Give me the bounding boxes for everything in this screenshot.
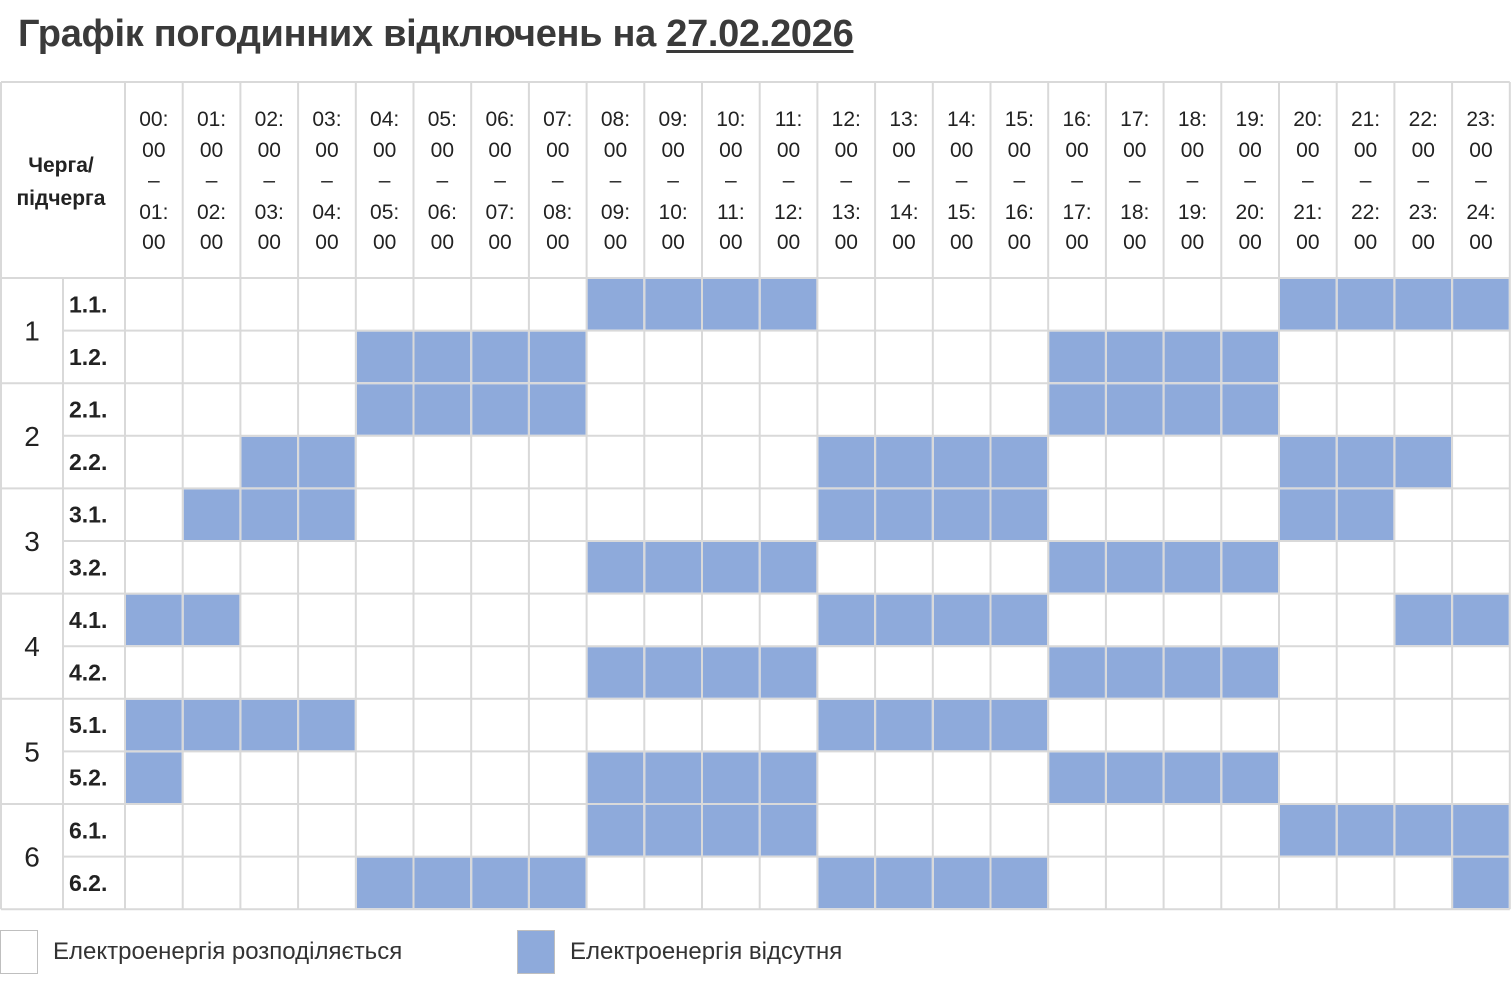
hour-header-label: 09:: [600, 201, 631, 224]
title-prefix: Графік погодинних відключень на: [18, 13, 656, 55]
hour-header-label: 00: [1238, 139, 1262, 162]
hour-header-label: 00: [1353, 139, 1378, 162]
hour-header-label: 02:: [196, 201, 227, 224]
hour-header-label: –: [840, 169, 853, 192]
outage-cell: [1453, 595, 1509, 646]
outage-cell: [992, 858, 1048, 909]
outage-cell: [761, 805, 817, 856]
hour-header-label: –: [494, 169, 506, 192]
outage-cell: [934, 489, 990, 540]
outage-cell: [761, 752, 817, 803]
hour-header-label: 04:: [370, 108, 400, 131]
hour-header-label: 00: [892, 231, 916, 254]
outage-cell: [876, 700, 932, 751]
hour-header-label: 00: [1180, 231, 1205, 254]
outage-cell: [992, 595, 1048, 646]
subqueue-label: 2.2.: [69, 449, 108, 476]
hour-header-label: 00: [1296, 139, 1320, 162]
outage-cell: [241, 437, 297, 488]
hour-header-label: –: [1417, 169, 1430, 192]
legend-swatch-power-on: [0, 930, 38, 974]
legend-label-power-on: Електроенергія розподіляється: [53, 938, 403, 965]
hour-header-label: 00: [372, 139, 397, 162]
outage-cell: [934, 437, 990, 488]
hour-header-label: –: [148, 169, 160, 192]
title-date: 27.02.2026: [666, 13, 854, 55]
outage-cell: [126, 700, 182, 751]
hour-header-label: 22:: [1350, 201, 1381, 224]
hour-header-label: –: [1186, 169, 1199, 192]
subqueue-label: 6.1.: [69, 817, 108, 844]
hour-header-label: 00: [199, 139, 224, 162]
hour-header-label: 04:: [312, 201, 342, 224]
hour-header-label: 07:: [543, 108, 573, 131]
hour-header-label: 00: [546, 139, 570, 162]
outage-cell: [1107, 384, 1163, 435]
hour-header-label: –: [1244, 169, 1256, 192]
hour-header-label: –: [378, 169, 391, 192]
hour-header-label: 00: [719, 139, 743, 162]
outage-cell: [588, 805, 644, 856]
outage-cell: [645, 279, 701, 330]
outage-cell: [1049, 384, 1105, 435]
page-title: [18, 6, 853, 62]
hour-header-label: 00: [1353, 231, 1378, 254]
outage-cell: [1165, 752, 1221, 803]
hour-header-label: 00: [834, 231, 858, 254]
hour-header-label: 00: [257, 231, 281, 254]
hour-header-label: 00: [488, 139, 512, 162]
hour-header-label: –: [551, 169, 564, 192]
outage-cell: [1453, 858, 1509, 909]
hour-header-label: –: [1359, 169, 1372, 192]
hour-header-label: 00: [315, 231, 339, 254]
hour-header-label: –: [725, 169, 737, 192]
queue-label: 3: [24, 526, 40, 557]
hour-header-label: 24:: [1466, 201, 1496, 224]
outage-cell: [1165, 542, 1221, 593]
hour-header-label: –: [1475, 169, 1487, 192]
hour-header-label: –: [321, 169, 333, 192]
hour-header-label: 00: [1123, 139, 1147, 162]
subqueue-label: 3.1.: [69, 501, 108, 528]
outage-cell: [1338, 437, 1394, 488]
hour-header-label: 01:: [196, 108, 227, 131]
hour-header-label: 00: [142, 231, 166, 254]
outage-cell: [1107, 332, 1163, 383]
outage-cell: [1222, 384, 1278, 435]
hour-header-label: –: [1302, 169, 1314, 192]
outage-cell: [1165, 647, 1221, 698]
outage-cell: [703, 805, 759, 856]
outage-cell: [299, 700, 355, 751]
queue-label: 6: [24, 841, 40, 873]
hour-header-label: 00: [1469, 139, 1493, 162]
hour-header-label: 00:: [139, 108, 169, 131]
hour-header-label: 00: [603, 231, 628, 254]
hour-header-label: 21:: [1293, 201, 1323, 224]
hour-header-label: 06:: [485, 108, 515, 131]
outage-cell: [126, 595, 182, 646]
hour-header-label: 00: [1469, 231, 1493, 254]
hour-header-label: 00: [776, 231, 801, 254]
outage-cell: [645, 805, 701, 856]
hour-header-label: 00: [603, 139, 628, 162]
outage-cell: [1395, 437, 1451, 488]
subqueue-label: 4.2.: [69, 659, 108, 686]
hour-header-label: –: [1128, 169, 1141, 192]
outage-cell: [415, 332, 471, 383]
hour-header-label: –: [667, 169, 679, 192]
outage-cell: [299, 437, 355, 488]
hour-header-label: 18:: [1120, 201, 1150, 224]
hour-header-label: 00: [776, 139, 801, 162]
outage-cell: [472, 332, 528, 383]
outage-cell: [184, 489, 240, 540]
subqueue-label: 4.1.: [69, 606, 108, 633]
outage-cell: [1395, 595, 1451, 646]
outage-cell: [1280, 279, 1336, 330]
outage-cell: [761, 542, 817, 593]
outage-cell: [241, 489, 297, 540]
outage-cell: [876, 489, 932, 540]
hour-header-label: 00: [257, 139, 281, 162]
outage-cell: [241, 700, 297, 751]
hour-header-label: 15:: [947, 201, 977, 224]
hour-header-label: –: [436, 169, 449, 192]
outage-cell: [1222, 332, 1278, 383]
outage-cell: [588, 542, 644, 593]
outage-cell: [588, 279, 644, 330]
queue-label: 2: [24, 420, 40, 452]
hour-header-label: 05:: [427, 108, 457, 131]
outage-cell: [1280, 437, 1336, 488]
outage-cell: [645, 542, 701, 593]
subqueue-label: 6.2.: [69, 869, 108, 896]
hour-header-label: 00: [1065, 231, 1089, 254]
hour-header-label: 00: [949, 139, 974, 162]
outage-cell: [992, 437, 1048, 488]
outage-cell: [1338, 805, 1394, 856]
hour-header-label: 12:: [831, 108, 861, 131]
outage-cell: [1049, 752, 1105, 803]
hour-header-label: 18:: [1177, 108, 1208, 131]
hour-header-label: 00: [1238, 231, 1262, 254]
hour-header-label: 00: [372, 231, 397, 254]
legend-swatch-power-off: [517, 930, 555, 974]
hour-header-label: 21:: [1350, 108, 1381, 131]
hour-header-label: 09:: [658, 108, 688, 131]
hour-header-label: 00: [834, 139, 858, 162]
outage-cell: [1453, 805, 1509, 856]
legend-label-power-off: Електроенергія відсутня: [570, 938, 843, 965]
outage-cell: [645, 647, 701, 698]
subqueue-label: 5.1.: [69, 712, 108, 739]
hour-header-label: 13:: [889, 108, 919, 131]
outage-cell: [1107, 647, 1163, 698]
queue-label: 5: [24, 736, 40, 768]
outage-cell: [1338, 489, 1394, 540]
subqueue-label: 1.1.: [69, 291, 108, 318]
outage-cell: [1395, 279, 1451, 330]
outage-cell: [1107, 752, 1163, 803]
outage-cell: [876, 437, 932, 488]
hour-header-label: 10:: [716, 108, 746, 131]
outage-cell: [588, 752, 644, 803]
outage-cell: [1338, 279, 1394, 330]
outage-cell: [415, 384, 471, 435]
hour-header-label: 20:: [1293, 108, 1323, 131]
hour-header-label: 00: [1007, 231, 1032, 254]
outage-cell: [761, 279, 817, 330]
subqueue-label: 1.2.: [69, 343, 108, 370]
outage-cell: [703, 279, 759, 330]
hour-header-label: –: [1013, 169, 1026, 192]
outage-cell: [934, 700, 990, 751]
hour-header-label: 00: [1411, 139, 1435, 162]
outage-cell: [818, 489, 874, 540]
outage-cell: [472, 384, 528, 435]
hour-header-label: 00: [1180, 139, 1205, 162]
outage-cell: [934, 858, 990, 909]
hour-header-label: 22:: [1408, 108, 1438, 131]
outage-cell: [645, 752, 701, 803]
outage-cell: [1049, 647, 1105, 698]
outage-cell: [703, 647, 759, 698]
outage-cell: [1049, 332, 1105, 383]
hour-header-label: –: [263, 169, 276, 192]
outage-cell: [184, 700, 240, 751]
outage-cell: [1222, 647, 1278, 698]
outage-cell: [992, 700, 1048, 751]
hour-header-label: 00: [949, 231, 974, 254]
hour-header-label: 19:: [1235, 108, 1265, 131]
hour-header-label: 00: [315, 139, 339, 162]
hour-header-label: 00: [1123, 231, 1147, 254]
header-label-line: Черга/: [28, 154, 94, 177]
hour-header-label: 06:: [427, 201, 457, 224]
hour-header-label: 14:: [889, 201, 919, 224]
queue-label: 1: [24, 315, 40, 347]
outage-cell: [876, 595, 932, 646]
hour-header-label: 11:: [717, 201, 745, 224]
subqueue-label: 3.2.: [69, 554, 108, 581]
outage-cell: [992, 489, 1048, 540]
outage-cell: [357, 858, 413, 909]
hour-header-label: 00: [661, 231, 685, 254]
hour-header-label: 00: [488, 231, 512, 254]
outage-cell: [1280, 805, 1336, 856]
hour-header-label: 23:: [1466, 108, 1496, 131]
outage-cell: [530, 332, 586, 383]
hour-header-label: 14:: [947, 108, 977, 131]
hour-header-label: 12:: [773, 201, 804, 224]
outage-cell: [530, 858, 586, 909]
outage-cell: [1222, 542, 1278, 593]
hour-header-label: 00: [142, 139, 166, 162]
hour-header-label: 08:: [600, 108, 631, 131]
outage-cell: [1280, 489, 1336, 540]
outage-cell: [761, 647, 817, 698]
hour-header-label: 01:: [139, 201, 169, 224]
outage-cell: [703, 542, 759, 593]
outage-cell: [818, 595, 874, 646]
outage-cell: [876, 858, 932, 909]
hour-header-label: 15:: [1004, 108, 1034, 131]
hour-header-label: 00: [430, 231, 455, 254]
hour-header-label: 00: [199, 231, 224, 254]
hour-header-label: 07:: [485, 201, 515, 224]
subqueue-label: 5.2.: [69, 764, 108, 791]
hour-header-label: 03:: [254, 201, 284, 224]
outage-cell: [357, 332, 413, 383]
hour-header-label: –: [1071, 169, 1083, 192]
outage-cell: [472, 858, 528, 909]
hour-header-label: 00: [1065, 139, 1089, 162]
hour-header-label: –: [955, 169, 968, 192]
hour-header-label: 00: [661, 139, 685, 162]
hour-header-label: 00: [719, 231, 743, 254]
hour-header-label: 02:: [254, 108, 284, 131]
outage-cell: [1222, 752, 1278, 803]
hour-header-label: 00: [1007, 139, 1032, 162]
hour-header-label: 08:: [543, 201, 573, 224]
outage-cell: [1165, 384, 1221, 435]
hour-header-label: 00: [1296, 231, 1320, 254]
subqueue-label: 2.1.: [69, 396, 108, 423]
hour-header-label: 11:: [774, 108, 803, 131]
outage-cell: [126, 752, 182, 803]
hour-header-label: 05:: [370, 201, 400, 224]
hour-header-label: 16:: [1004, 201, 1034, 224]
hour-header-label: 16:: [1062, 108, 1092, 131]
hour-header-label: 20:: [1235, 201, 1265, 224]
legend-item-power-off: [517, 930, 842, 974]
outage-cell: [184, 595, 240, 646]
outage-cell: [1453, 279, 1509, 330]
outage-cell: [818, 437, 874, 488]
hour-header-label: 17:: [1120, 108, 1150, 131]
hour-header-label: 10:: [658, 201, 688, 224]
hour-header-label: 23:: [1408, 201, 1438, 224]
hour-header-label: –: [898, 169, 910, 192]
outage-cell: [1165, 332, 1221, 383]
queue-label: 4: [24, 631, 40, 663]
hour-header-label: 13:: [831, 201, 861, 224]
outage-cell: [357, 384, 413, 435]
outage-cell: [415, 858, 471, 909]
hour-header-label: –: [782, 169, 795, 192]
outage-cell: [530, 384, 586, 435]
hour-header-label: 19:: [1177, 201, 1208, 224]
hour-header-label: 00: [430, 139, 455, 162]
outage-cell: [588, 647, 644, 698]
hour-header-label: 00: [892, 139, 916, 162]
outage-cell: [299, 489, 355, 540]
header-label-line: підчерга: [16, 187, 106, 210]
hour-header-label: –: [609, 169, 622, 192]
outage-cell: [1395, 805, 1451, 856]
hour-header-label: 00: [1411, 231, 1435, 254]
outage-cell: [818, 700, 874, 751]
hour-header-label: 17:: [1062, 201, 1092, 224]
outage-cell: [703, 752, 759, 803]
outage-cell: [934, 595, 990, 646]
legend-item-power-on: [0, 930, 402, 974]
hour-header-label: 00: [546, 231, 570, 254]
hour-header-label: –: [205, 169, 218, 192]
outage-cell: [1049, 542, 1105, 593]
outage-cell: [818, 858, 874, 909]
outage-cell: [1107, 542, 1163, 593]
hour-header-label: 03:: [312, 108, 342, 131]
